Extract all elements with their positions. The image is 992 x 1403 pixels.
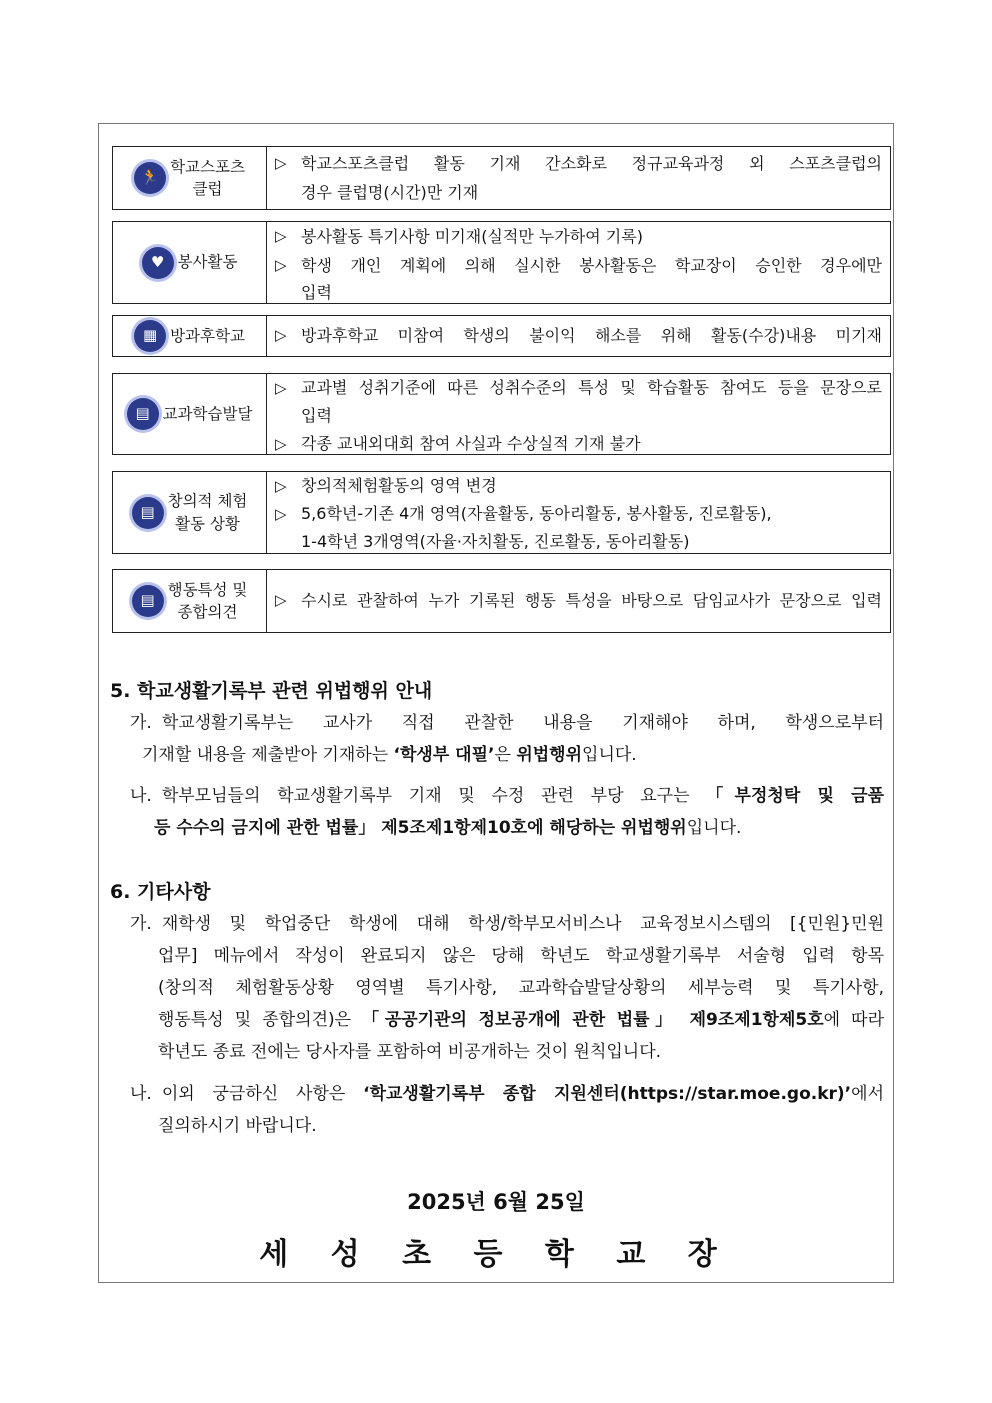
- running-icon: 🏃: [134, 162, 166, 194]
- row-label-cell: [113, 570, 267, 632]
- section5-item-a: 가. 학교생활기록부는 교사가 직접 관찰한 내용을 기재해야 하며, 학생으로부터 기재할 내용을 제출받아 기재하는 ‘학생부 대필’은 위법행위입니다.: [130, 713, 884, 765]
- row-label: 행동특성 및 종합의견: [167, 580, 248, 621]
- table-row-creative-activities: [112, 471, 891, 554]
- row-label-cell: [113, 222, 267, 303]
- document-icon: ▤: [132, 497, 164, 529]
- table-row-volunteer: [112, 221, 891, 304]
- row-content: ▷ 교과별 성취기준에 따른 성취수준의 특성 및 학습활동 참여도 등을 문장으로 입력 ▷ 각종 교내외대회 참여 사실과 수상실적 기재 불가: [275, 378, 882, 453]
- row-label: 학교스포츠 클럽: [170, 157, 245, 198]
- document-icon: ▤: [127, 398, 159, 430]
- row-label: 교과학습발달: [162, 404, 253, 423]
- row-label-cell: [113, 316, 267, 356]
- row-label: 창의적 체험 활동 상황: [167, 492, 248, 533]
- section5-title: 5. 학교생활기록부 관련 위법행위 안내: [110, 680, 433, 702]
- helping-hands-icon: ♥: [142, 247, 174, 279]
- table-row-behavior: [112, 569, 891, 633]
- section6-item-b: 나. 이외 궁금하신 사항은 ‘학교생활기록부 종합 지원센터(https://star.moe.go.kr)’에서 질의하시기 바랍니다.: [130, 1084, 884, 1136]
- row-label-cell: [113, 147, 267, 209]
- document-date: 2025년 6월 25일: [407, 1190, 585, 1214]
- row-label: 봉사활동: [177, 253, 238, 272]
- table-row-after-school: [112, 315, 891, 357]
- row-content: ▷ 창의적체험활동의 영역 변경 ▷ 5,6학년-기존 4개 영역(자율활동, 동아리활동, 봉사활동, 진로활동), 1-4학년 3개영역(자율·자치활동, 진로활동, 동아리활동): [275, 476, 772, 551]
- section5-item-b: 나. 학부모님들의 학교생활기록부 기재 및 수정 관련 부당 요구는 「부정청탁 및 금품 등 수수의 금지에 관한 법률」 제5조제1항제10호에 해당하는 위법행위입니다.: [130, 786, 885, 838]
- calendar-icon: ▦: [134, 320, 166, 352]
- row-content: ▷ 방과후학교 미참여 학생의 불이익 해소를 위해 활동(수강)내용 미기재: [275, 326, 882, 345]
- row-label-cell: [113, 374, 267, 454]
- row-label: 방과후학교: [170, 326, 245, 345]
- row-label-cell: [113, 472, 267, 553]
- row-content: ▷ 수시로 관찰하여 누가 기록된 행동 특성을 바탕으로 담임교사가 문장으로 입력: [275, 591, 882, 610]
- table-row-school-sports: [112, 146, 891, 210]
- section6-title: 6. 기타사항: [110, 881, 211, 903]
- row-content: ▷ 봉사활동 특기사항 미기재(실적만 누가하여 기록) ▷ 학생 개인 계획에 의해 실시한 봉사활동은 학교장이 승인한 경우에만 입력: [275, 227, 882, 302]
- signature-school-principal: 세 성 초 등 학 교 장: [259, 1237, 733, 1272]
- table-row-subject-learning: [112, 373, 891, 455]
- row-content: ▷ 학교스포츠클럽 활동 기재 간소화로 정규교육과정 외 스포츠클럽의 경우 클럽명(시간)만 기재: [275, 154, 882, 202]
- document-icon: ▤: [132, 585, 164, 617]
- section6-item-a: 가. 재학생 및 학업중단 학생에 대해 학생/학부모서비스나 교육정보시스템의 [{민원}민원 업무] 메뉴에서 작성이 완료되지 않은 당해 학년도 학교생활기록부 서술형 입력 항목 (창의적 체험활동상황 영역별 특기사항, 교과학습발달상황의 세부능력 및 특기사항, 행동특성 및 종합의견)은 「공공기관의 정보공개에 관한 법률」 제9조제1항제5호에 따라 학년도 종료 전에는 당사자를 포함하여 비공개하는 것이 원칙입니다.: [130, 914, 884, 1062]
